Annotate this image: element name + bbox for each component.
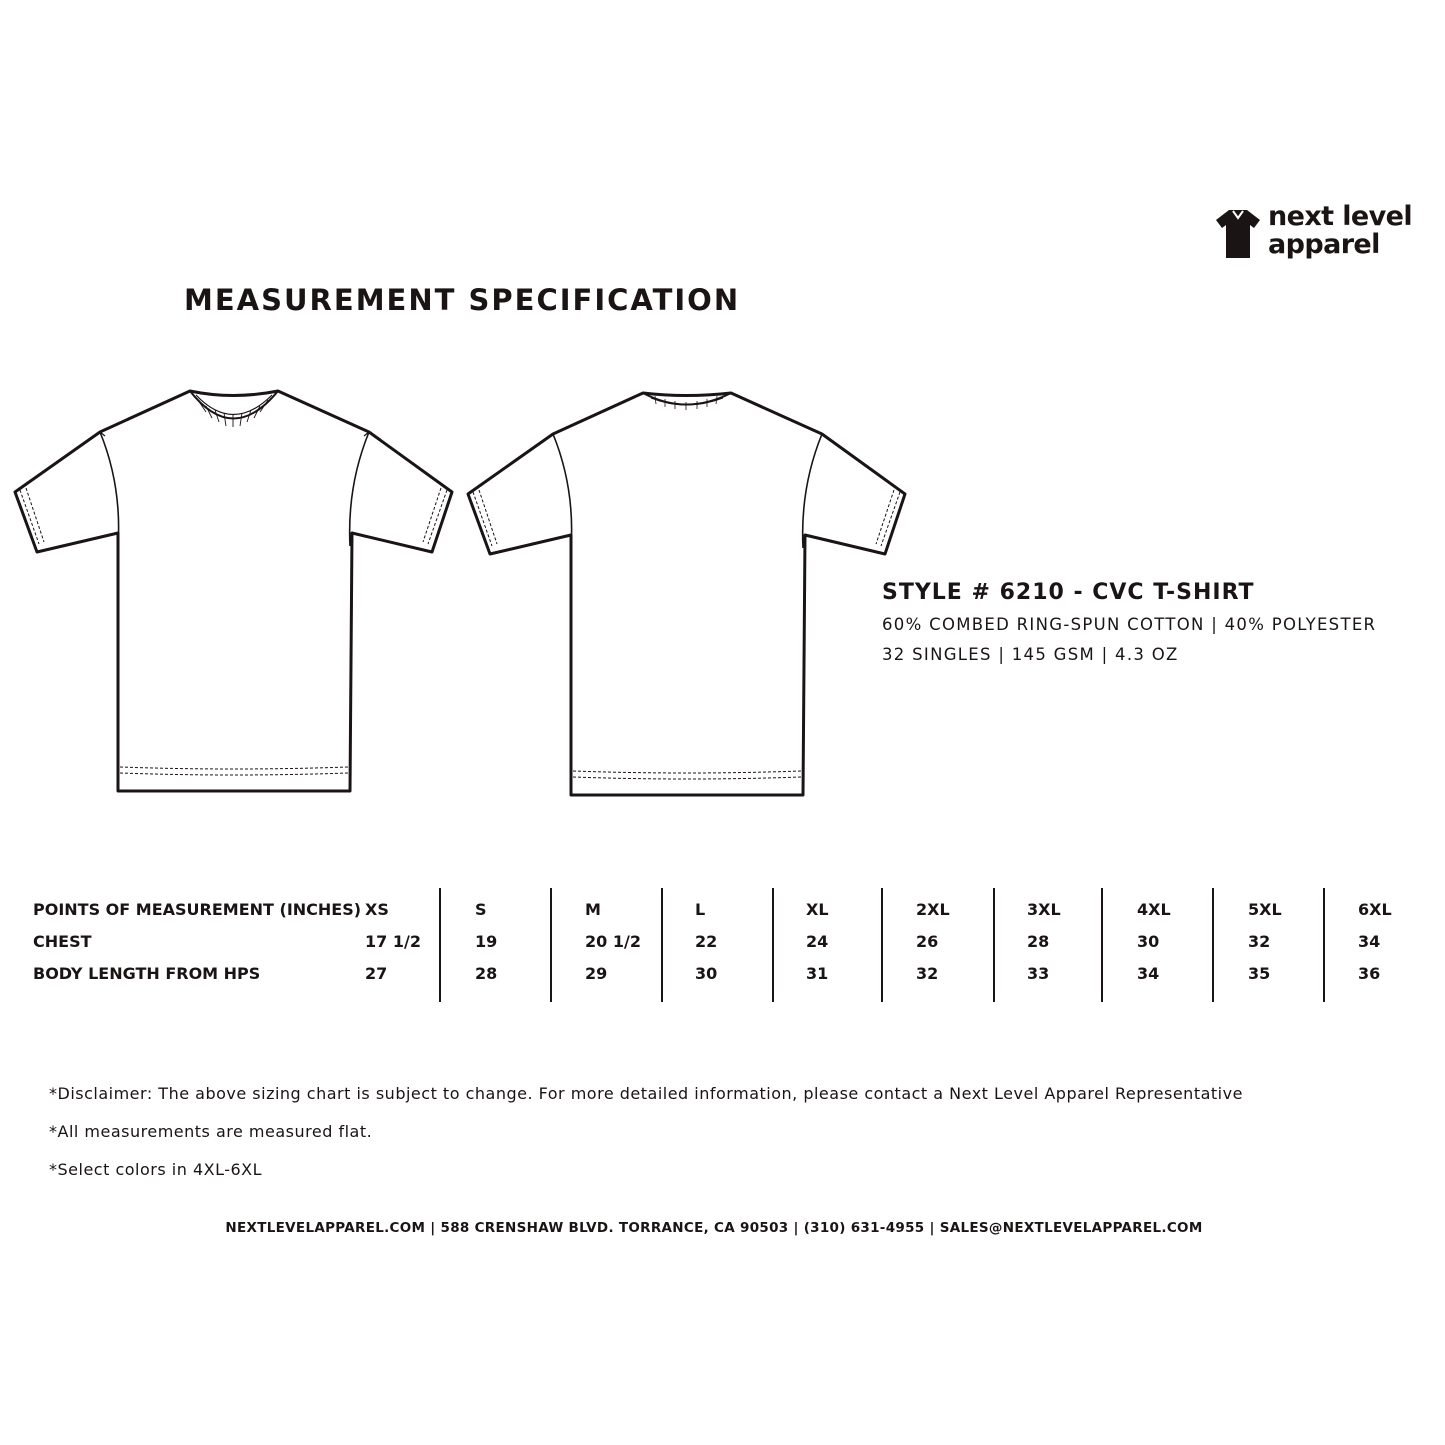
footer-contact: NEXTLEVELAPPAREL.COM | 588 CRENSHAW BLVD. TORRANCE, CA 90503 | (310) 631-4955 | SALES@NEXTLEVELAPPAREL.COM (225, 1220, 1203, 1236)
table-cell: 32 (916, 964, 939, 983)
page-title: MEASUREMENT SPECIFICATION (184, 283, 741, 317)
size-header: XL (806, 900, 829, 919)
disclaimer-note: *Disclaimer: The above sizing chart is subject to change. For more detailed information, please contact a Next Level Apparel Representative (49, 1084, 1243, 1103)
brand-wordmark (1268, 203, 1412, 259)
column-divider (881, 888, 883, 1002)
size-header: S (475, 900, 487, 919)
column-divider (993, 888, 995, 1002)
fabric-composition: 60% COMBED RING-SPUN COTTON | 40% POLYESTER (882, 615, 1377, 634)
column-divider (1323, 888, 1325, 1002)
notes (49, 1084, 1243, 1198)
size-header: 4XL (1137, 900, 1171, 919)
size-header: XS (365, 900, 389, 919)
column-divider (772, 888, 774, 1002)
column-divider (550, 888, 552, 1002)
column-divider (661, 888, 663, 1002)
table-cell: 27 (365, 964, 388, 983)
table-cell: 36 (1358, 964, 1381, 983)
table-header-label: POINTS OF MEASUREMENT (INCHES) (33, 900, 362, 919)
table-cell: 30 (1137, 932, 1160, 951)
size-header: 2XL (916, 900, 950, 919)
column-divider (439, 888, 441, 1002)
row-label-body-length: BODY LENGTH FROM HPS (33, 964, 261, 983)
style-info (882, 580, 1376, 675)
table-cell: 35 (1248, 964, 1271, 983)
table-cell: 17 1/2 (365, 932, 421, 951)
tshirt-logo-icon (1214, 208, 1262, 260)
column-divider (1101, 888, 1103, 1002)
tshirt-front-sketch (12, 386, 456, 798)
size-header: 3XL (1027, 900, 1061, 919)
table-cell: 31 (806, 964, 829, 983)
style-title: STYLE # 6210 - CVC T-SHIRT (882, 580, 1255, 605)
table-cell: 24 (806, 932, 829, 951)
measured-flat-note: *All measurements are measured flat. (49, 1122, 373, 1141)
table-cell: 34 (1137, 964, 1160, 983)
size-header: 5XL (1248, 900, 1282, 919)
brand-line-1: next level (1268, 201, 1412, 232)
column-divider (1212, 888, 1214, 1002)
size-header: 6XL (1358, 900, 1392, 919)
fabric-specs: 32 SINGLES | 145 GSM | 4.3 OZ (882, 645, 1179, 664)
size-chart-table (0, 888, 1445, 1003)
table-cell: 20 1/2 (585, 932, 641, 951)
select-colors-note: *Select colors in 4XL-6XL (49, 1160, 263, 1179)
table-cell: 30 (695, 964, 718, 983)
tshirt-back-sketch (465, 388, 909, 800)
table-cell: 28 (1027, 932, 1050, 951)
table-cell: 29 (585, 964, 608, 983)
table-cell: 33 (1027, 964, 1050, 983)
size-header: M (585, 900, 601, 919)
table-cell: 22 (695, 932, 718, 951)
table-cell: 34 (1358, 932, 1381, 951)
size-header: L (695, 900, 706, 919)
brand-logo (1214, 201, 1419, 266)
row-label-chest: CHEST (33, 932, 92, 951)
table-cell: 28 (475, 964, 498, 983)
brand-line-2: apparel (1268, 229, 1380, 260)
table-cell: 32 (1248, 932, 1271, 951)
table-cell: 19 (475, 932, 498, 951)
table-cell: 26 (916, 932, 939, 951)
